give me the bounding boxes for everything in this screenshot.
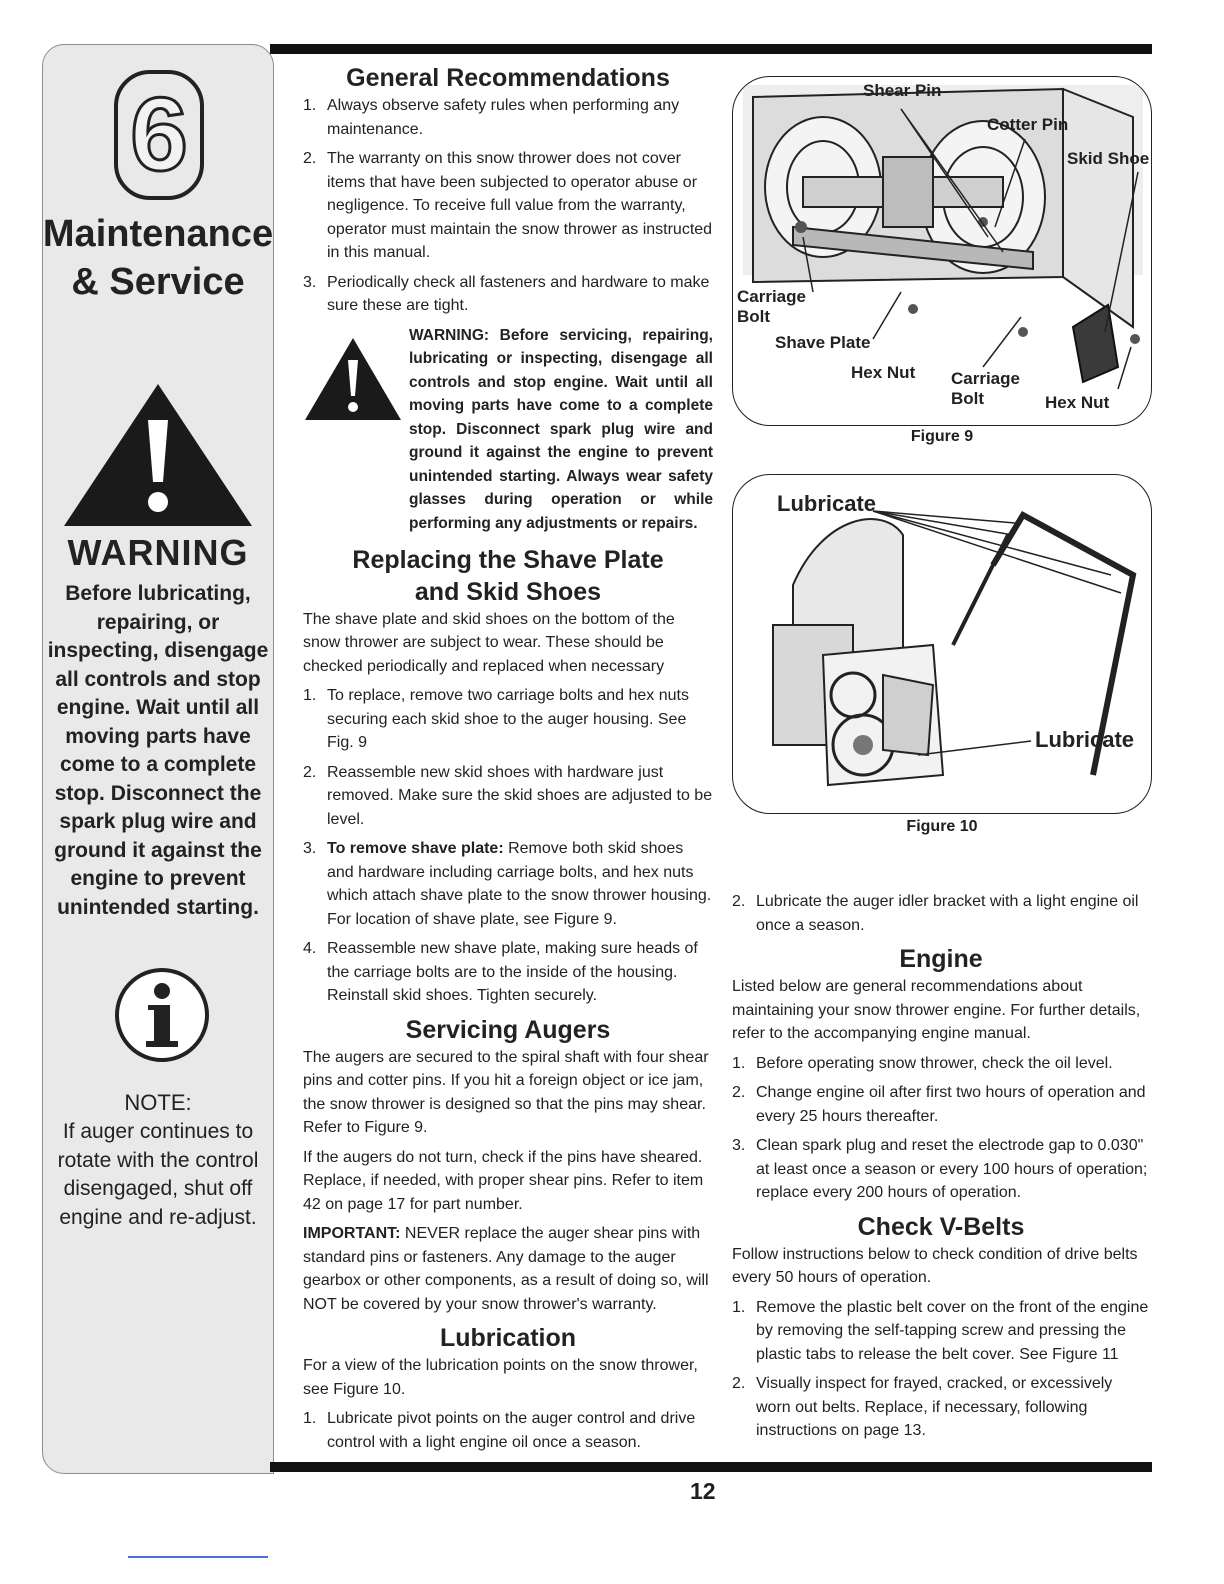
shave-heading [303, 544, 713, 608]
list-item: 3. Clean spark plug and reset the electrode gap to 0.030" at least once a season or every 100 hours of operation; replace every 200 hours of operation. [732, 1137, 1148, 1201]
label-hex-nut-left: Hex Nut [851, 363, 916, 382]
sidebar-note-text: If auger continues to rotate with the control disengaged, shut off engine and re-adjust. [57, 1120, 259, 1229]
list-item: 1. To replace, remove two carriage bolts and hex nuts securing each skid shoe to the auger housing. See Fig. 9 [303, 687, 689, 751]
warning-triangle-icon [303, 336, 403, 422]
figure-10 [732, 474, 1152, 814]
list-item: 3. To remove shave plate: Remove both skid shoes and hardware including carriage bolts, and hex nuts which attach shave plate to the snow thrower housing. For location of shave plate, see Figure 9. [303, 840, 712, 928]
label-shave-plate: Shave Plate [775, 333, 871, 352]
list-item: 2. Visually inspect for frayed, cracked, or excessively worn out belts. Replace, if necessary, following instructions on page 13. [732, 1375, 1113, 1439]
augers-p1: The augers are secured to the spiral shaft with four shear pins and cotter pins. If you hit a foreign object or ice jam, the snow thrower is designed so that the pins may shear. Refer to Figure 9. [303, 1048, 709, 1136]
bottom-rule [270, 1462, 1152, 1472]
general-warning-block [303, 324, 713, 538]
label-skid-shoe: Skid Shoe [1067, 149, 1150, 168]
augers-important: IMPORTANT: NEVER replace the auger shear pins with standard pins or fasteners. Any damage to the auger gearbox or other components, as a result of doing so, will NOT be covered by your snow thrower's warranty. [303, 1225, 709, 1313]
list-item: 3. Periodically check all fasteners and hardware to make sure these are tight. [303, 273, 710, 314]
sidebar-warning-heading: WARNING [67, 532, 249, 573]
column-right [732, 880, 1150, 1449]
label-cotter-pin: Cotter Pin [987, 115, 1069, 134]
figure-10-caption: Figure 10 [906, 818, 978, 835]
shave-intro: The shave plate and skid shoes on the bottom of the snow thrower are subject to wear. These should be checked periodically and replaced when necessary [303, 610, 675, 675]
list-item: 2. Change engine oil after first two hours of operation and every 25 hours thereafter. [732, 1084, 1146, 1125]
label-hex-nut-right: Hex Nut [1045, 393, 1110, 412]
footer-blue-line [128, 1556, 268, 1558]
label-shear-pin: Shear Pin [863, 81, 942, 100]
top-rule [270, 44, 1152, 54]
list-item: 4. Reassemble new shave plate, making sure heads of the carriage bolts are to the inside of the housing. Reinstall skid shoes. Tighten securely. [303, 940, 698, 1004]
list-item: 1. Always observe safety rules when performing any maintenance. [303, 97, 680, 138]
chapter-title [36, 210, 280, 306]
chapter-title-line2: & Service [71, 261, 245, 303]
shave-list [303, 684, 713, 1008]
info-icon [112, 965, 212, 1065]
shave-heading-line1: Replacing the Shave Plate [352, 545, 664, 574]
lubrication-intro: For a view of the lubrication points on the snow thrower, see Figure 10. [303, 1357, 698, 1398]
warning-triangle-icon [60, 380, 256, 530]
lubrication-list [303, 1407, 713, 1454]
list-item: 1. Before operating snow thrower, check the oil level. [732, 1054, 1113, 1072]
figure-10-illustration [733, 475, 1152, 814]
engine-list [732, 1052, 1150, 1205]
general-warning-text: WARNING: Before servicing, repairing, lubricating or inspecting, disengage all controls and stop engine. Wait until all moving parts have come to a complete stop. Disconnect spark plug wire and ground it against the engine to prevent unintended starting. Always wear safety glasses during operation or while performing any adjustments or repairs. [409, 326, 713, 532]
figure-9 [732, 76, 1152, 426]
sidebar-warning-text: Before lubricating, repairing, or inspecting, disengage all controls and stop engine. Wait until all moving parts have come to a complete stop. Disconnect the spark plug wire and ground it against the engine to prevent unintended starting. [47, 582, 269, 919]
column-left [303, 62, 713, 1460]
vbelts-list [732, 1296, 1150, 1443]
lubrication-list-continued [732, 890, 1150, 937]
list-item: 2. Reassemble new skid shoes with hardware just removed. Make sure the skid shoes are adjusted to be level. [303, 763, 713, 828]
figure-9-illustration [733, 77, 1152, 426]
shave-heading-line2: and Skid Shoes [414, 577, 602, 606]
list-item: 1. Lubricate pivot points on the auger control and drive control with a light engine oil once a season. [303, 1410, 696, 1451]
engine-intro: Listed below are general recommendations about maintaining your snow thrower engine. For further details, refer to the accompanying engine manual. [732, 978, 1141, 1042]
figure-9-caption: Figure 9 [910, 428, 974, 445]
vbelts-intro: Follow instructions below to check condition of drive belts every 50 hours of operation. [732, 1245, 1138, 1286]
sidebar-note-label: NOTE: [124, 1090, 192, 1115]
lubrication-heading: Lubrication [439, 1324, 577, 1352]
list-item: 2. The warranty on this snow thrower does not cover items that have been subjected to operator abuse or negligence. To receive full value from the warranty, operator must maintain the snow thrower as instructed in this manual. [303, 150, 713, 261]
engine-heading: Engine [899, 945, 983, 973]
augers-p2: If the augers do not turn, check if the pins have sheared. Replace, if needed, with proper shear pins. Refer to item 42 on page 17 for part number. [303, 1148, 704, 1213]
label-lubricate-top: Lubricate [777, 491, 877, 516]
label-carriage-bolt-right: Carriage Bolt [951, 369, 1020, 408]
general-list [303, 94, 713, 318]
chapter-title-line1: Maintenance [42, 213, 274, 255]
augers-heading: Servicing Augers [405, 1015, 611, 1044]
list-item: 2. Lubricate the auger idler bracket with a light engine oil once a season. [732, 893, 1139, 934]
general-heading: General Recommendations [346, 64, 670, 92]
list-item: 1. Remove the plastic belt cover on the front of the engine by removing the self-tapping screw and pressing the plastic tabs to release the belt cover. See Figure 11 [732, 1298, 1149, 1363]
vbelts-heading: Check V-Belts [857, 1212, 1025, 1241]
label-lubricate-right: Lubricate [1035, 727, 1135, 752]
page-number: 12 [690, 1478, 716, 1504]
chapter-number: 6 [114, 70, 204, 200]
label-carriage-bolt-left: Carriage Bolt [737, 287, 806, 326]
